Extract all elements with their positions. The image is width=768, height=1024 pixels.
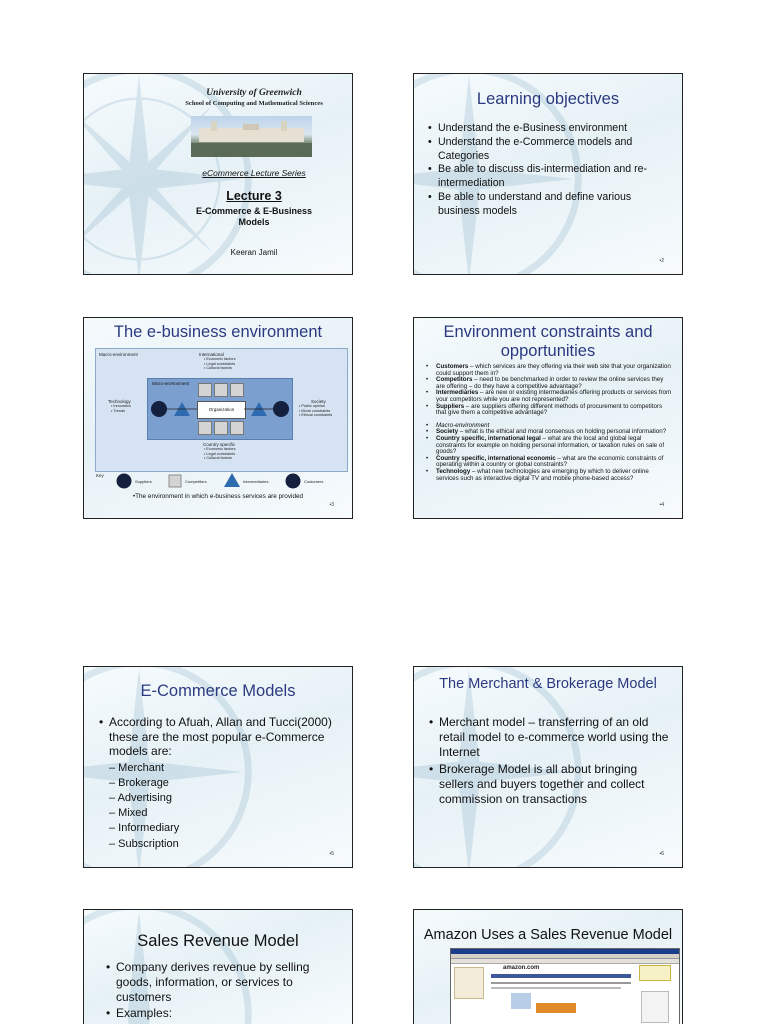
legend-icons [84, 318, 353, 519]
model-item: – Advertising [109, 791, 172, 804]
slide-1 [83, 73, 353, 275]
slide-title: Sales Revenue Model [137, 932, 299, 950]
page-number: •2 [659, 258, 664, 264]
page-number: •3 [329, 502, 334, 508]
list-item: • Society – what is the ethical and moral consensus on holding personal information? [426, 429, 672, 436]
list-item: • Understand the e-Commerce models and Categories [428, 136, 668, 164]
page-number: •6 [659, 851, 664, 857]
sales-revenue-list [106, 960, 331, 1021]
legend-key-label: Key [96, 473, 104, 478]
campus-photo [191, 116, 312, 157]
university-name: University of Greenwich [206, 88, 302, 98]
list-item: • Country specific, international legal – what are the local and global legal constraints for example on holding personal information, or taxation rules on sale of goods? [426, 436, 672, 456]
legend-customers: Customers [304, 479, 324, 484]
list-item: • Understand the e-Business environment [428, 122, 668, 136]
list-item: • Be able to understand and define various business models [428, 191, 668, 219]
model-item: – Subscription [109, 837, 179, 850]
list-item: • Competitors – need to be benchmarked in order to review the online services they are offering – do they have a competitive advantage? [426, 377, 672, 390]
model-item: – Brokerage [109, 776, 169, 789]
slide-5 [83, 666, 353, 868]
legend-competitors: Competitors [185, 479, 207, 484]
model-item: – Informediary [109, 822, 180, 835]
list-item: • Be able to discuss dis-intermediation and re-intermediation [428, 163, 668, 191]
list-item: • According to Afuah, Allan and Tucci(2000) these are the most popular e-Commerce models are: – Merchant – Brokerage – Advertising – Mixed – Informediary – Subscription [99, 715, 339, 852]
merchant-list [429, 715, 669, 807]
organization-box: Organization [197, 401, 246, 419]
slide-title: E-Commerce Models [140, 682, 296, 700]
list-item: • Intermediaries – are new or existing intermediaries offering products or services from your competitors while you are not represented? [426, 390, 672, 403]
legend-intermediaries: Intermediaries [243, 479, 269, 484]
slide-4 [413, 317, 683, 519]
slide-2 [413, 73, 683, 275]
models-list [99, 715, 339, 852]
technology-title: Technology [108, 399, 131, 404]
school-name: School of Computing and Mathematical Sciences [185, 100, 323, 107]
country-items: • Economic factors • Legal constraints • Cultural factors [204, 447, 236, 461]
international-items: • Economic factors • Legal constraints • Cultural factors [204, 357, 236, 371]
list-item: • Technology – what new technologies are emerging by which to deliver online services such as interactive digital TV and mobile phone-based access? [426, 469, 672, 482]
list-item: • Company derives revenue by selling goods, information, or services to customers [106, 960, 331, 1005]
list-item: • Country specific, international economic – what are the economic constraints of operating within a country or global constraints? [426, 456, 672, 469]
diagram-caption: •The environment in which e-business services are provided [132, 493, 304, 500]
model-item: – Mixed [109, 807, 148, 820]
list-item: • Brokerage Model is all about bringing sellers and buyers together and collect commission on transactions [429, 762, 669, 807]
list-item: • Suppliers – are suppliers offering different methods of procurement to competitors that give them a competitive advantage? [426, 404, 672, 417]
slide-title: The Merchant & Brokerage Model [439, 676, 657, 692]
lecture-subtitle-line2: Models [238, 217, 270, 227]
model-sublist [109, 761, 339, 852]
society-items: • Public opinion • Moral constraints • Ethical constraints [299, 404, 333, 418]
slide-title: Amazon Uses a Sales Revenue Model [423, 927, 673, 943]
list-item: • Customers – which services are they offering via their web site that your organization could support them in? [426, 364, 672, 377]
slide-3 [83, 317, 353, 519]
series-label: eCommerce Lecture Series [202, 168, 306, 178]
page-number: •4 [659, 502, 664, 508]
objectives-list [428, 122, 668, 219]
slide-title: The e-business environment [113, 323, 323, 341]
list-item: • Examples: [106, 1006, 331, 1021]
country-title: Country specific [203, 442, 236, 447]
micro-label: Micro-environment [152, 381, 190, 386]
author-name: Keeran Jamil [230, 248, 278, 257]
slide-8 [413, 909, 683, 1024]
slide-title: Environment constraints and opportunities [443, 323, 653, 360]
technology-items: • Innovation • Trends [111, 404, 131, 413]
amazon-logo: amazon.com [503, 965, 540, 971]
society-title: Society [311, 399, 326, 404]
slide-7 [83, 909, 353, 1024]
amazon-screenshot [450, 948, 680, 1024]
international-title: International [199, 352, 224, 357]
lecture-subtitle-line1: E-Commerce & E-Business [195, 206, 313, 216]
slide-title: Learning objectives [476, 90, 620, 108]
slide-6 [413, 666, 683, 868]
constraints-list [426, 364, 672, 482]
model-item: – Merchant [109, 761, 165, 774]
macro-label: Macro-environment [99, 352, 138, 357]
list-item: • Macro-environment [426, 423, 672, 430]
list-item: • Merchant model – transferring of an old retail model to e-commerce world using the Internet [429, 715, 669, 760]
lecture-number: Lecture 3 [226, 189, 282, 203]
legend-suppliers: Suppliers [135, 479, 152, 484]
page-number: •5 [329, 851, 334, 857]
